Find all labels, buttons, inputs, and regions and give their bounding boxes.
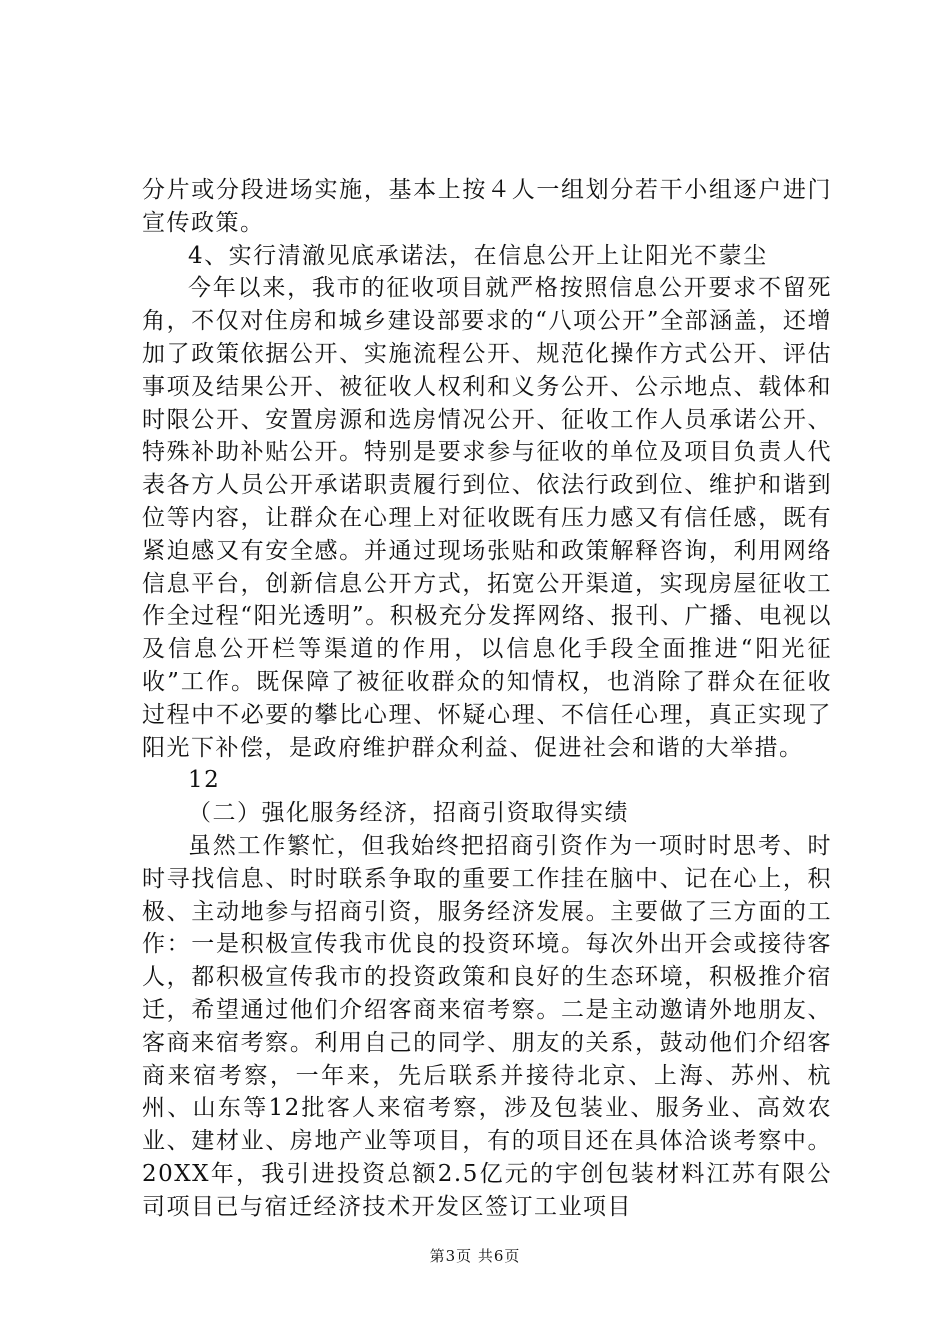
paragraph-investment-attraction: 虽然工作繁忙，但我始终把招商引资作为一项时时思考、时时寻找信息、时时联系争取的重要工作挂在脑中、记在心上，积极、主动地参与招商引资，服务经济发展。主要做了三方面的工作：一是积极宣传我市优良的投资环境。每次外出开会或接待客人，都积极宣传我市的投资政策和良好的生态环境，积极推介宿迁，希望通过他们介绍客商来宿考察。二是主动邀请外地朋友、客商来宿考察。利用自己的同学、朋友的关系，鼓动他们介绍客商来宿考察，一年来，先后联系并接待北京、上海、苏州、杭州、山东等12批客人来宿考察，涉及包装业、服务业、高效农业、建材业、房地产业等项目，有的项目还在具体洽谈考察中。20XX年，我引进投资总额2.5亿元的宇创包装材料江苏有限公司项目已与宿迁经济技术开发区签订工业项目 bbox=[142, 832, 832, 1220]
page-footer: 第3页 共6页 bbox=[429, 1247, 521, 1265]
paragraph-number: 12 bbox=[188, 767, 221, 794]
section-heading-2: （二）强化服务经济，招商引资取得实绩 bbox=[188, 800, 629, 827]
document-body bbox=[142, 174, 832, 1224]
paragraph-information-disclosure: 今年以来，我市的征收项目就严格按照信息公开要求不留死角，不仅对住房和城乡建设部要求的“八项公开”全部涵盖，还增加了政策依据公开、实施流程公开、规范化操作方式公开、评估事项及结果公开、被征收人权利和义务公开、公示地点、载体和时限公开、安置房源和选房情况公开、征收工作人员承诺公开、特殊补助补贴公开。特别是要求参与征收的单位及项目负责人代表各方人员公开承诺职责履行到位、依法行政到位、维护和谐到位等内容，让群众在心理上对征收既有压力感又有信任感，既有紧迫感又有安全感。并通过现场张贴和政策解释咨询，利用网络信息平台，创新信息公开方式，拓宽公开渠道，实现房屋征收工作全过程“阳光透明”。积极充分发挥网络、报刊、广播、电视以及信息公开栏等渠道的作用，以信息化手段全面推进“阳光征收”工作。既保障了被征收群众的知情权，也消除了群众在征收过程中不必要的攀比心理、怀疑心理、不信任心理，真正实现了阳光下补偿，是政府维护群众利益、促进社会和谐的大举措。 bbox=[142, 275, 832, 761]
paragraph-continuation: 分片或分段进场实施，基本上按４人一组划分若干小组逐户进门宣传政策。 bbox=[142, 177, 832, 236]
paragraph-heading-4: 4、实行清澈见底承诺法，在信息公开上让阳光不蒙尘 bbox=[188, 242, 768, 269]
